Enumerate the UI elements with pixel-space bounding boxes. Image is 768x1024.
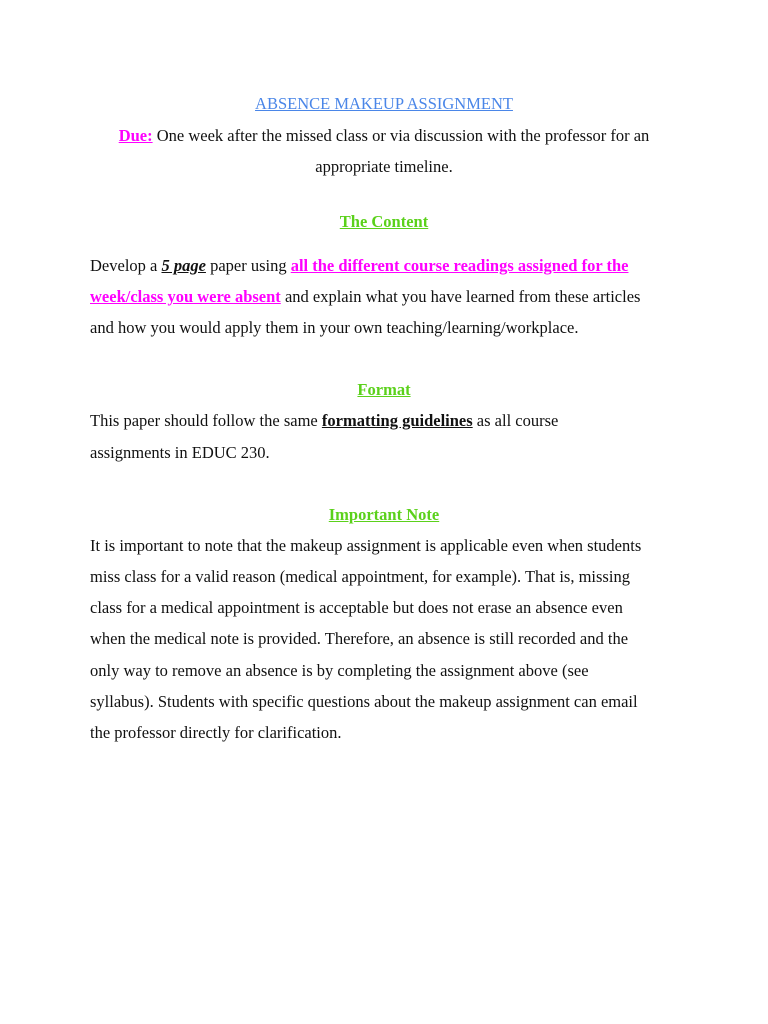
content-text: paper using bbox=[205, 256, 291, 275]
note-paragraph-line: miss class for a valid reason (medical appointment, for example). That is, missing bbox=[90, 567, 630, 586]
due-line bbox=[0, 126, 768, 146]
page-count-emphasis: 5 page bbox=[161, 256, 206, 275]
note-paragraph-line: class for a medical appointment is acceptable but does not erase an absence even bbox=[90, 598, 623, 617]
due-text-continued: appropriate timeline. bbox=[315, 157, 453, 176]
content-heading: The Content bbox=[339, 212, 429, 231]
note-paragraph-line: the professor directly for clarification. bbox=[90, 723, 342, 742]
due-label: Due: bbox=[118, 126, 153, 145]
formatting-guidelines-emphasis: formatting guidelines bbox=[321, 411, 473, 430]
content-text: Develop a bbox=[90, 256, 162, 275]
due-text: One week after the missed class or via discussion with the professor for an bbox=[152, 126, 650, 145]
readings-highlight: all the different course readings assigned for the bbox=[290, 256, 629, 275]
document-title: ABSENCE MAKEUP ASSIGNMENT bbox=[255, 94, 513, 113]
format-text: This paper should follow the same bbox=[90, 411, 322, 430]
format-text: as all course bbox=[472, 411, 559, 430]
readings-highlight: week/class you were absent bbox=[90, 287, 281, 306]
format-heading: Format bbox=[357, 380, 411, 399]
note-paragraph-line: when the medical note is provided. Therefore, an absence is still recorded and the bbox=[90, 629, 629, 648]
content-paragraph-line: and how you would apply them in your own teaching/learning/workplace. bbox=[90, 318, 579, 337]
note-paragraph-line: It is important to note that the makeup assignment is applicable even when students bbox=[90, 536, 642, 555]
format-paragraph-line: assignments in EDUC 230. bbox=[90, 443, 270, 462]
note-paragraph-line: only way to remove an absence is by completing the assignment above (see bbox=[90, 661, 589, 680]
note-paragraph-line: syllabus). Students with specific questions about the makeup assignment can email bbox=[90, 692, 638, 711]
format-paragraph-line bbox=[90, 411, 558, 431]
content-paragraph-line bbox=[90, 287, 640, 307]
content-text: and explain what you have learned from these articles bbox=[280, 287, 641, 306]
content-paragraph-line bbox=[90, 256, 629, 276]
note-heading: Important Note bbox=[328, 505, 440, 524]
